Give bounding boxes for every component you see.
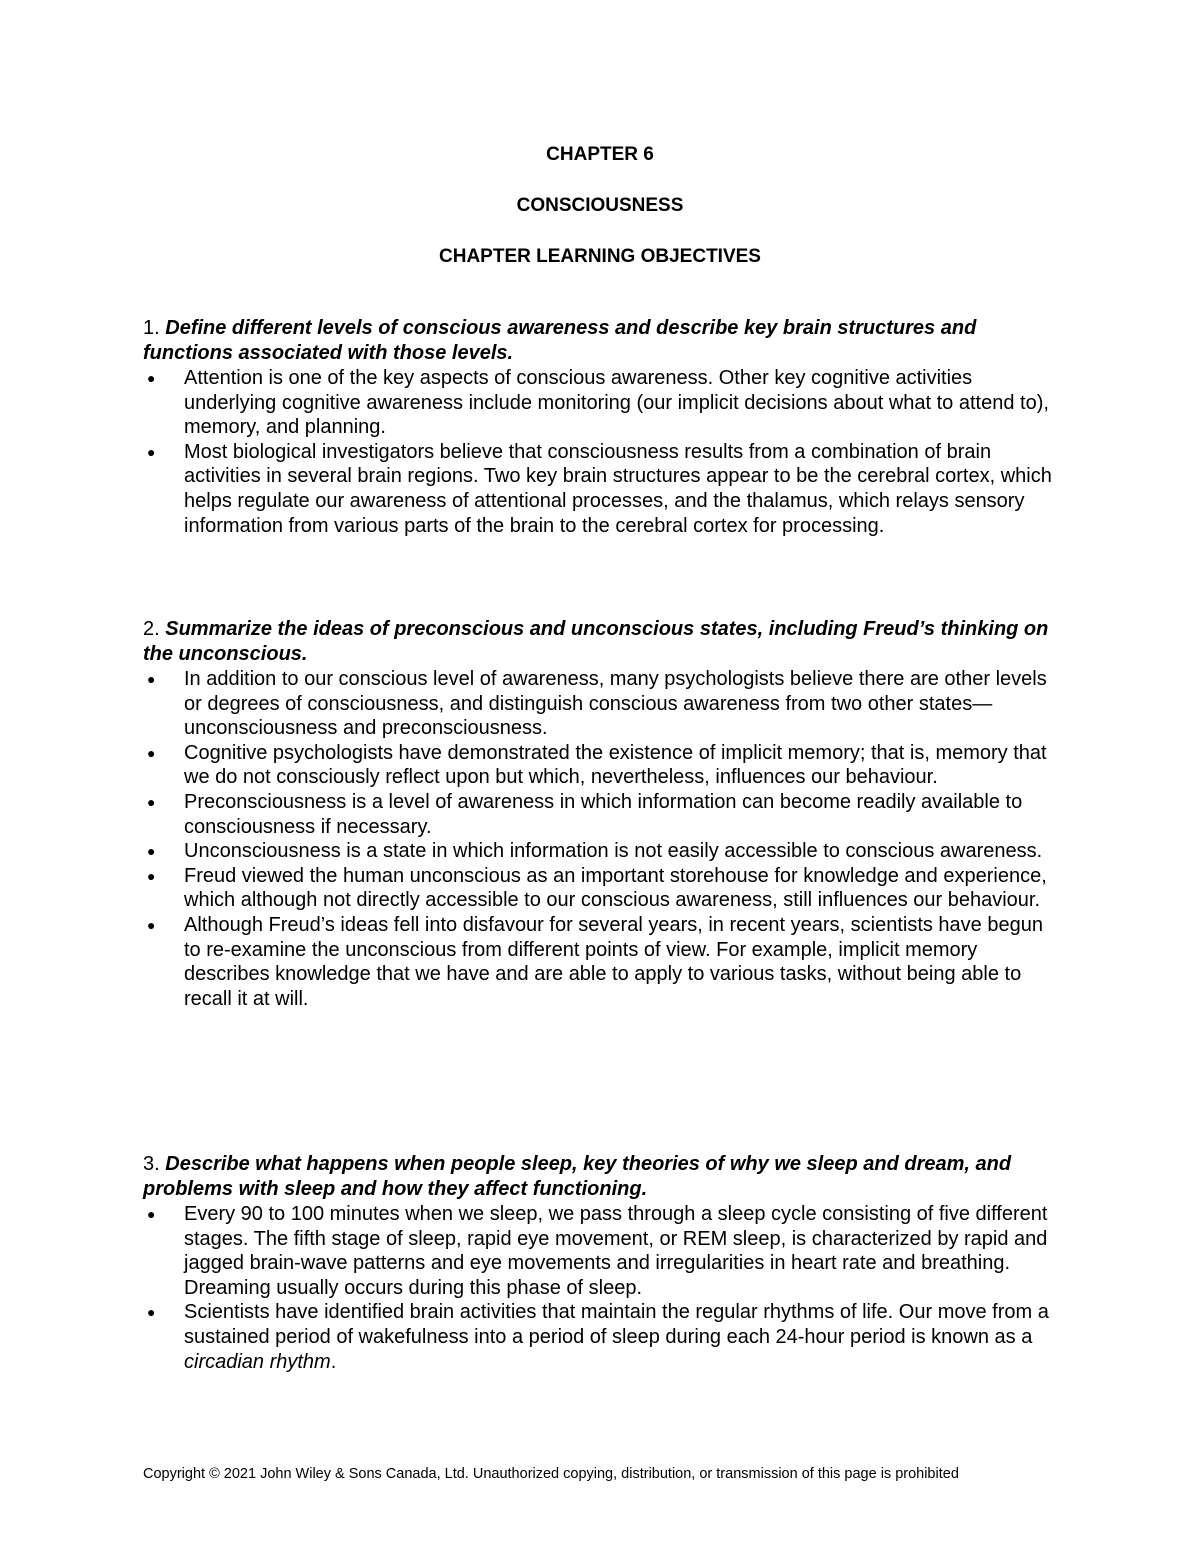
- objective-heading: Define different levels of conscious awareness and describe key brain structures and functions associated with those levels.: [143, 317, 977, 364]
- list-item-text-end: .: [330, 1350, 337, 1373]
- list-item-text: Most biological investigators believe that consciousness results from a combination of brain activities in several brain regions. Two key brain structures appear to be the cerebral cortex, which helps regulate our awareness of attentional processes, and the thalamus, which relays sensory information from various parts of the brain to the cerebral cortex for processing.: [184, 440, 1052, 537]
- bullet-icon: ●: [147, 443, 156, 460]
- list-item: [143, 1300, 1063, 1374]
- bullet-icon: ●: [147, 1206, 156, 1222]
- list-item-text: Freud viewed the human unconscious as an important storehouse for knowledge and experience, which although not directly accessible to our conscious awareness, still influences our behaviour.: [184, 864, 1047, 912]
- list-item: [143, 440, 1063, 538]
- objective-heading: Describe what happens when people sleep, key theories of why we sleep and dream, and problems with sleep and how they affect functioning.: [143, 1153, 1012, 1200]
- bullet-icon: ●: [147, 793, 156, 810]
- list-item: [143, 741, 1063, 790]
- objective-title: [143, 617, 1063, 667]
- list-item: [143, 1202, 1063, 1300]
- list-item: [143, 864, 1063, 913]
- bullet-icon: ●: [147, 867, 156, 884]
- bullet-icon: ●: [147, 370, 156, 386]
- list-item: [143, 366, 1063, 440]
- list-item-text: Unconsciousness is a state in which information is not easily accessible to conscious awareness.: [184, 840, 1043, 863]
- list-item: [143, 839, 1063, 864]
- objective-title: [143, 1152, 1063, 1202]
- list-item: [143, 913, 1063, 1011]
- chapter-title: CONSCIOUSNESS: [516, 195, 684, 216]
- list-item-text: In addition to our conscious level of awareness, many psychologists believe there are other levels or degrees of consciousness, and distinguish conscious awareness from two other states—unconsciousness and preconsciousness.: [184, 668, 1047, 740]
- list-item: [143, 667, 1063, 741]
- bullet-icon: ●: [147, 1304, 156, 1321]
- bullet-icon: ●: [147, 744, 156, 761]
- chapter-number: CHAPTER 6: [546, 144, 654, 165]
- list-item-text: Although Freud’s ideas fell into disfavour for several years, in recent years, scientists have begun to re-examine the unconscious from different points of view. For example, implicit memory describes knowledge that we have and are able to apply to various tasks, without being able to recall it at will.: [184, 913, 1043, 1010]
- bullet-icon: ●: [147, 916, 156, 933]
- list-item-text: Scientists have identified brain activities that maintain the regular rhythms of life. Our move from a sustained period of wakefulness into a period of sleep during each 24-hour period is known as a: [184, 1301, 1049, 1348]
- objective-title: [143, 316, 1063, 366]
- list-item: [143, 790, 1063, 839]
- list-item-text: Attention is one of the key aspects of conscious awareness. Other key cognitive activities underlying cognitive awareness include monitoring (our implicit decisions about what to attend to), memory, and planning.: [184, 367, 1049, 439]
- bullet-list: [143, 667, 1063, 1011]
- objective-2: [143, 617, 1063, 1011]
- bullet-icon: ●: [147, 843, 156, 860]
- section-heading: CHAPTER LEARNING OBJECTIVES: [439, 246, 761, 267]
- bullet-icon: ●: [147, 671, 156, 687]
- list-item-text: Cognitive psychologists have demonstrated the existence of implicit memory; that is, memory that we do not consciously reflect upon but which, nevertheless, influences our behaviour.: [184, 741, 1047, 789]
- objective-number: 3.: [143, 1153, 166, 1175]
- objective-number: 2.: [143, 618, 166, 640]
- objective-heading: Summarize the ideas of preconscious and unconscious states, including Freud’s thinking on the unconscious.: [143, 618, 1049, 665]
- list-item-text: Preconsciousness is a level of awareness in which information can become readily available to consciousness if necessary.: [184, 790, 1023, 838]
- bullet-list: [143, 1202, 1063, 1374]
- bullet-list: [143, 366, 1063, 538]
- copyright-footer: Copyright © 2021 John Wiley & Sons Canada, Ltd. Unauthorized copying, distribution, or transmission of this page is prohibited: [143, 1466, 959, 1482]
- objective-3: [143, 1152, 1063, 1374]
- objective-number: 1.: [143, 317, 166, 339]
- list-item-text: Every 90 to 100 minutes when we sleep, we pass through a sleep cycle consisting of five different stages. The fifth stage of sleep, rapid eye movement, or REM sleep, is characterized by rapid and jagged brain-wave patterns and eye movements and irregularities in heart rate and breathing. Dreaming usually occurs during this phase of sleep.: [184, 1203, 1048, 1299]
- objective-1: [143, 316, 1063, 538]
- emphasized-term: circadian rhythm: [184, 1350, 331, 1373]
